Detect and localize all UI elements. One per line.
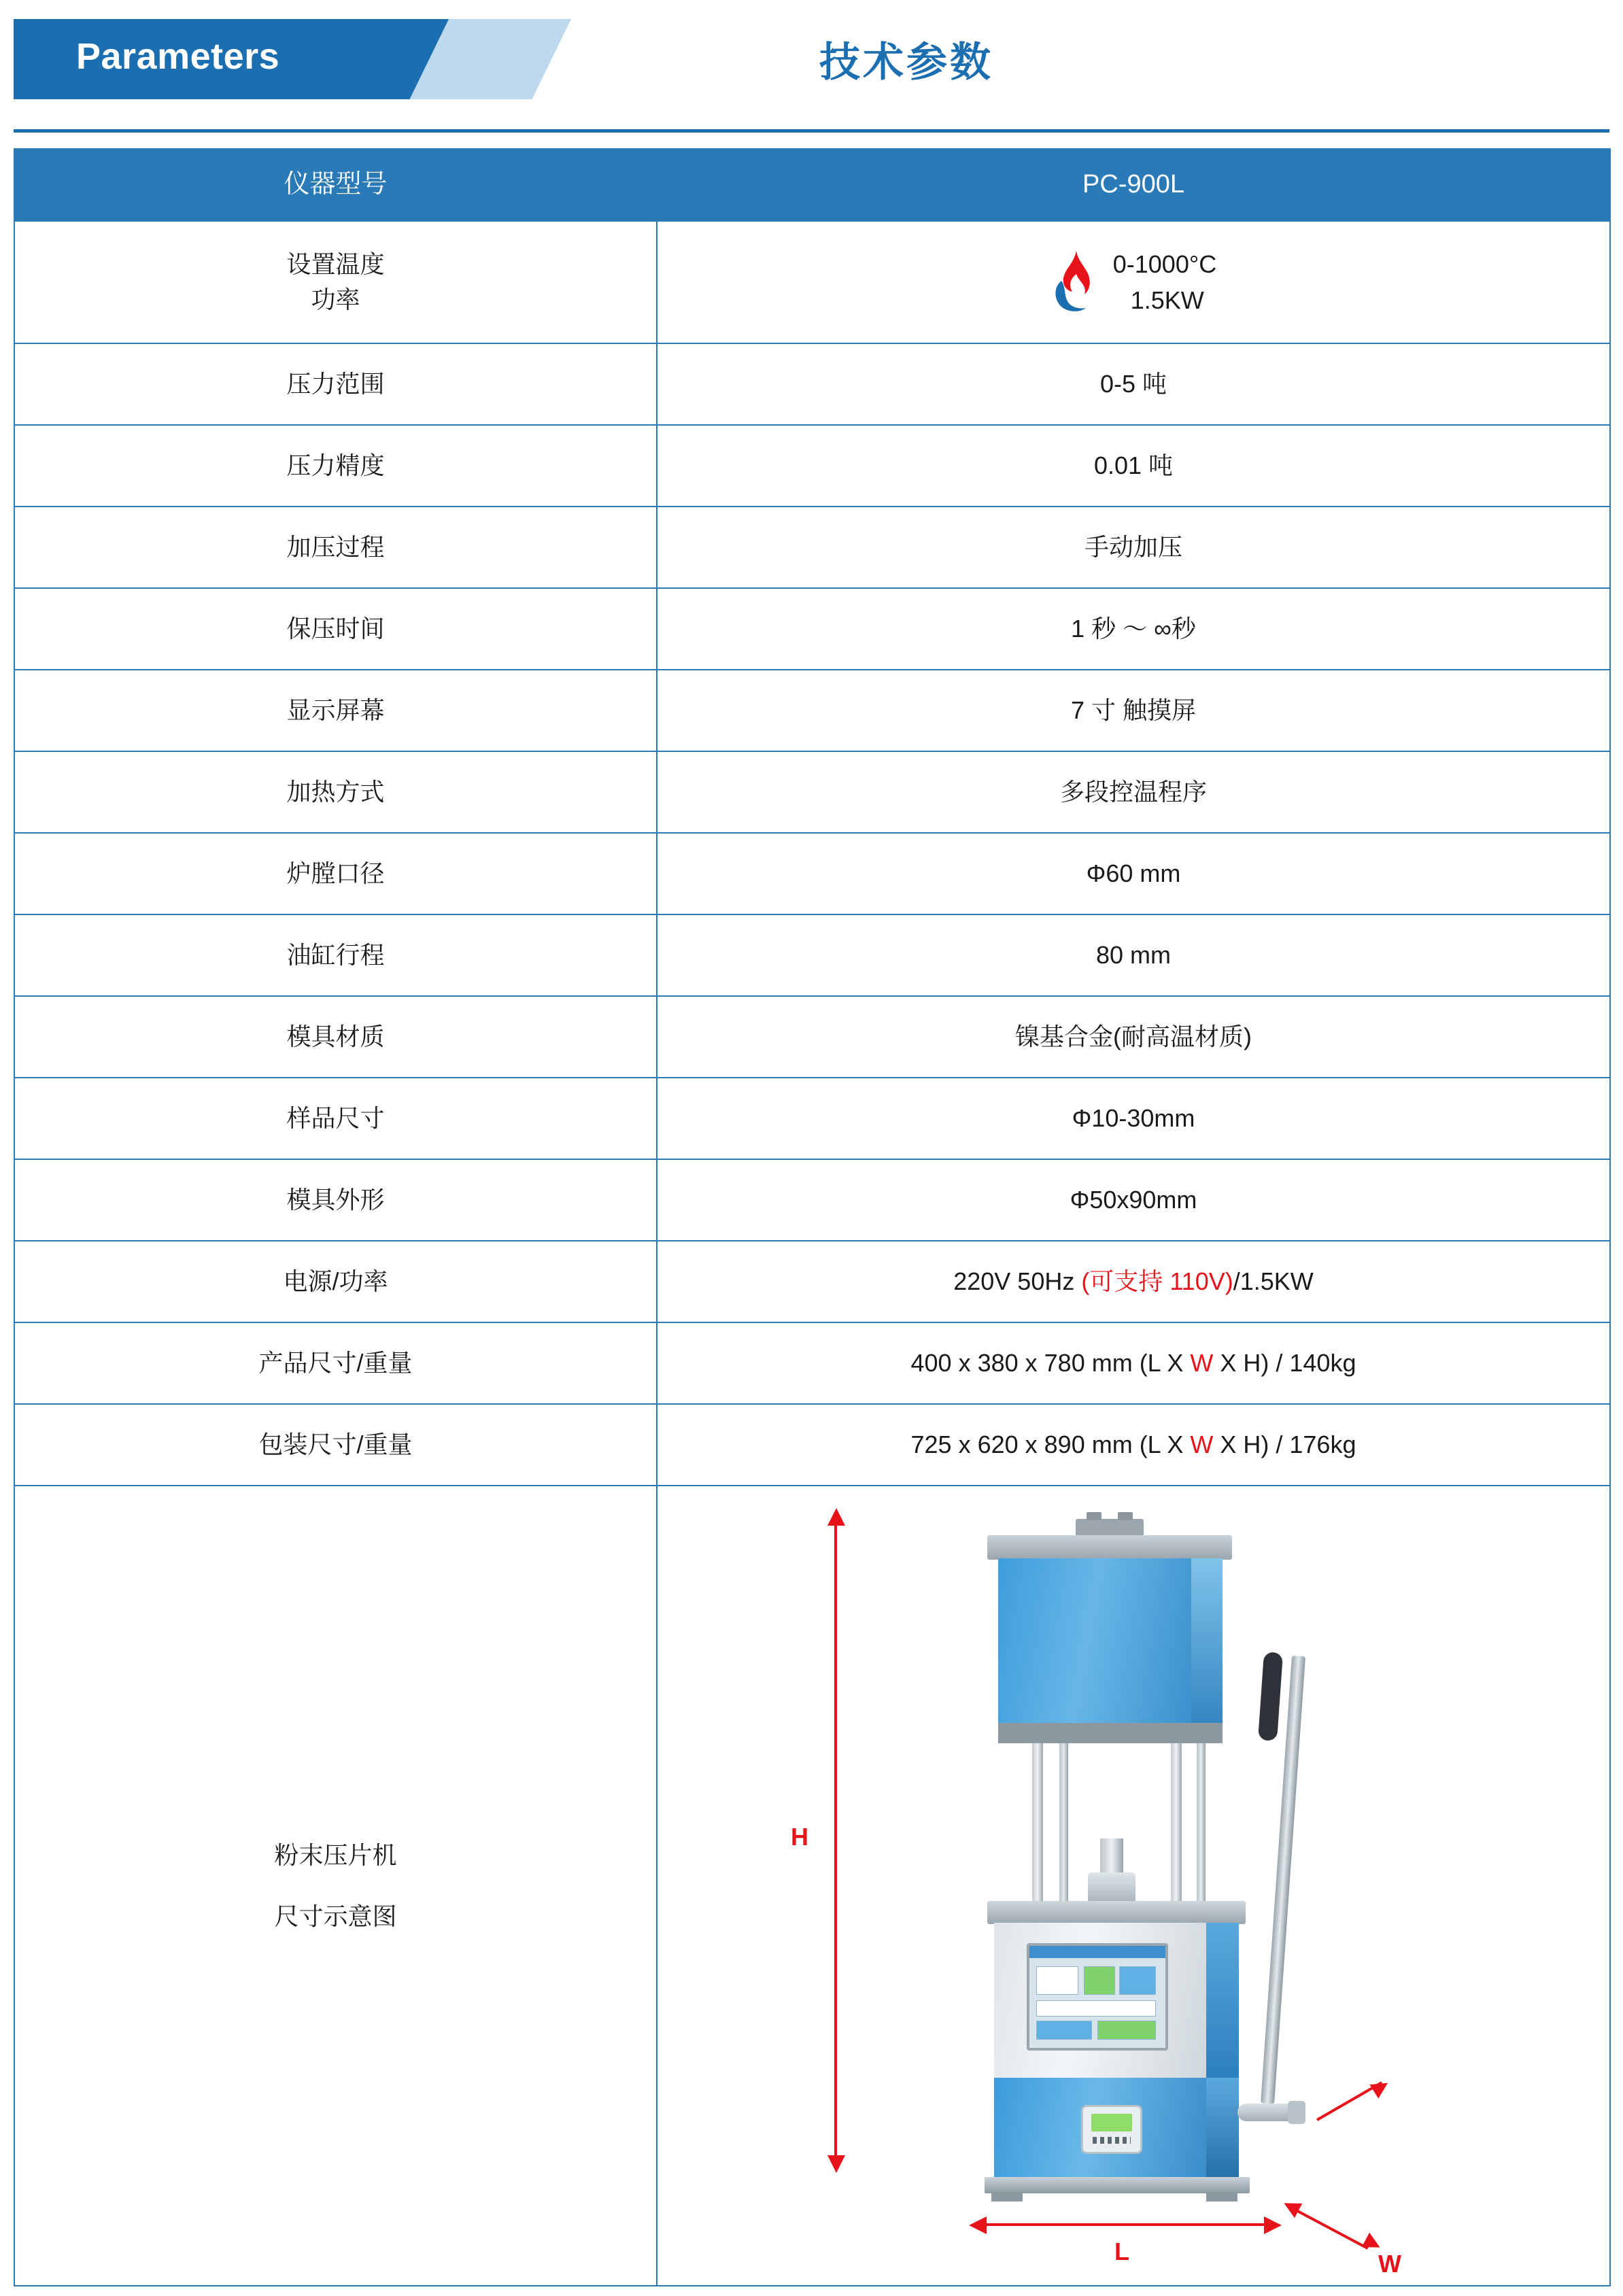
- row-value: 0.01 吨: [657, 425, 1610, 507]
- machine-illustration: [967, 1519, 1307, 2199]
- model-value: PC-900L: [657, 149, 1610, 221]
- machine-base: [985, 2177, 1250, 2193]
- row-label: 保压时间: [14, 588, 657, 670]
- row-label: 模具外形: [14, 1159, 657, 1241]
- width-depth-arrow-icon: [1369, 2076, 1392, 2098]
- machine-furnace-bottom-plate: [998, 1723, 1223, 1743]
- page-header: [14, 0, 1609, 143]
- package-size-value: [657, 1404, 1610, 1486]
- machine-furnace-body: [998, 1558, 1223, 1742]
- row-value: 0-5 吨: [657, 343, 1610, 425]
- machine-furnace-side: [1191, 1558, 1223, 1742]
- row-label: 显示屏幕: [14, 670, 657, 751]
- screen-widget: [1119, 1966, 1156, 1995]
- row-label: 电源/功率: [14, 1241, 657, 1322]
- table-row: [14, 1078, 1610, 1159]
- width-arrow-near-icon: [1280, 2196, 1302, 2218]
- table-row: [14, 221, 1610, 343]
- power-supply-value: [657, 1241, 1610, 1322]
- machine-control-panel-side: [1206, 1923, 1239, 2079]
- row-label: 加热方式: [14, 751, 657, 833]
- screen-title-bar: [1029, 1946, 1165, 1958]
- row-value: 多段控温程序: [657, 751, 1610, 833]
- product-size-part: 400 x 380 x 780 mm (L X: [910, 1348, 1191, 1377]
- machine-top-cap: [1076, 1519, 1144, 1537]
- length-dimension-line: [983, 2223, 1268, 2226]
- power-supply-part: /1.5KW: [1233, 1267, 1314, 1295]
- package-size-part: 725 x 620 x 890 mm (L X: [910, 1430, 1191, 1458]
- diagram-image-cell: [657, 1486, 1610, 2286]
- diagram-label: [14, 1486, 657, 2286]
- row-label: 包装尺寸/重量: [14, 1404, 657, 1486]
- row-label: 压力精度: [14, 425, 657, 507]
- row-value: 1 秒 ～ ∞秒: [657, 588, 1610, 670]
- product-size-w: W: [1190, 1348, 1214, 1377]
- length-arrow-right-icon: [1264, 2216, 1282, 2234]
- machine-foot-left: [991, 2192, 1023, 2201]
- width-dimension-line: [1289, 2206, 1369, 2250]
- row-value: Φ10-30mm: [657, 1078, 1610, 1159]
- temperature-power-value: [657, 221, 1610, 343]
- page-title-cn: 技术参数: [819, 39, 993, 85]
- dimension-diagram: [657, 1486, 1611, 2285]
- machine-piston-head: [1088, 1872, 1135, 1904]
- table-row: [14, 1159, 1610, 1241]
- screen-widget: [1036, 1966, 1078, 1995]
- table-row: [14, 751, 1610, 833]
- length-arrow-left-icon: [969, 2216, 987, 2234]
- diagram-label-line1: 粉末压片机: [274, 1840, 397, 1869]
- flame-icon: [1050, 250, 1101, 315]
- row-value: 手动加压: [657, 507, 1610, 588]
- width-dimension-label: W: [1378, 2250, 1401, 2278]
- machine-lever-grip: [1258, 1651, 1283, 1741]
- length-dimension-label: L: [1114, 2238, 1129, 2265]
- gauge-buttons: [1093, 2137, 1131, 2144]
- machine-pump-knob: [1288, 2101, 1305, 2124]
- power-supply-note: (可支持 110V): [1081, 1267, 1233, 1295]
- row-label: 模具材质: [14, 996, 657, 1078]
- power-label-line2: 功率: [311, 286, 360, 313]
- table-row: [14, 1322, 1610, 1404]
- table-header-row: [14, 149, 1610, 221]
- table-row: [14, 833, 1610, 914]
- screen-widget: [1097, 2021, 1156, 2040]
- table-row: [14, 1241, 1610, 1322]
- height-arrow-up-icon: [827, 1508, 845, 1526]
- power-value: 1.5KW: [1130, 286, 1204, 314]
- temperature-power-label: [14, 221, 657, 343]
- machine-pressure-display: [1081, 2105, 1142, 2154]
- table-row: [14, 914, 1610, 996]
- table-row: [14, 670, 1610, 751]
- diagram-row: [14, 1486, 1610, 2286]
- table-row: [14, 1404, 1610, 1486]
- temperature-value: 0-1000°C: [1112, 250, 1217, 278]
- height-dimension-line: [834, 1522, 837, 2159]
- table-row: [14, 425, 1610, 507]
- screen-widget: [1036, 2000, 1156, 2017]
- header-divider: [14, 129, 1609, 133]
- screen-body: [1029, 1958, 1165, 2048]
- row-label: 炉膛口径: [14, 833, 657, 914]
- product-size-value: [657, 1322, 1610, 1404]
- package-size-part: X H) / 176kg: [1213, 1430, 1356, 1458]
- parameters-table: [14, 148, 1611, 2286]
- row-value: 80 mm: [657, 914, 1610, 996]
- row-label: 产品尺寸/重量: [14, 1322, 657, 1404]
- product-size-part: X H) / 140kg: [1213, 1348, 1356, 1377]
- row-value: Φ50x90mm: [657, 1159, 1610, 1241]
- table-row: [14, 588, 1610, 670]
- machine-touch-screen: [1027, 1943, 1168, 2051]
- screen-widget: [1036, 2021, 1092, 2040]
- row-value: 镍基合金(耐高温材质): [657, 996, 1610, 1078]
- row-label: 加压过程: [14, 507, 657, 588]
- power-supply-part: 220V 50Hz: [953, 1267, 1082, 1295]
- row-value: Φ60 mm: [657, 833, 1610, 914]
- table-row: [14, 343, 1610, 425]
- row-value: 7 寸 触摸屏: [657, 670, 1610, 751]
- machine-mid-plate: [987, 1901, 1246, 1924]
- row-label: 油缸行程: [14, 914, 657, 996]
- temperature-label-line1: 设置温度: [286, 250, 385, 278]
- row-label: 样品尺寸: [14, 1078, 657, 1159]
- gauge-lcd: [1091, 2114, 1132, 2131]
- model-label: 仪器型号: [14, 149, 657, 221]
- height-dimension-label: H: [791, 1823, 808, 1851]
- row-label: 压力范围: [14, 343, 657, 425]
- table-row: [14, 996, 1610, 1078]
- machine-top-plate: [987, 1535, 1232, 1560]
- diagram-label-line2: 尺寸示意图: [274, 1902, 397, 1930]
- height-arrow-down-icon: [827, 2155, 845, 2173]
- package-size-w: W: [1190, 1430, 1214, 1458]
- page-title-en: Parameters: [76, 36, 280, 77]
- screen-widget: [1084, 1966, 1115, 1995]
- machine-lower-body-side: [1206, 2078, 1239, 2180]
- table-row: [14, 507, 1610, 588]
- machine-foot-right: [1206, 2192, 1237, 2201]
